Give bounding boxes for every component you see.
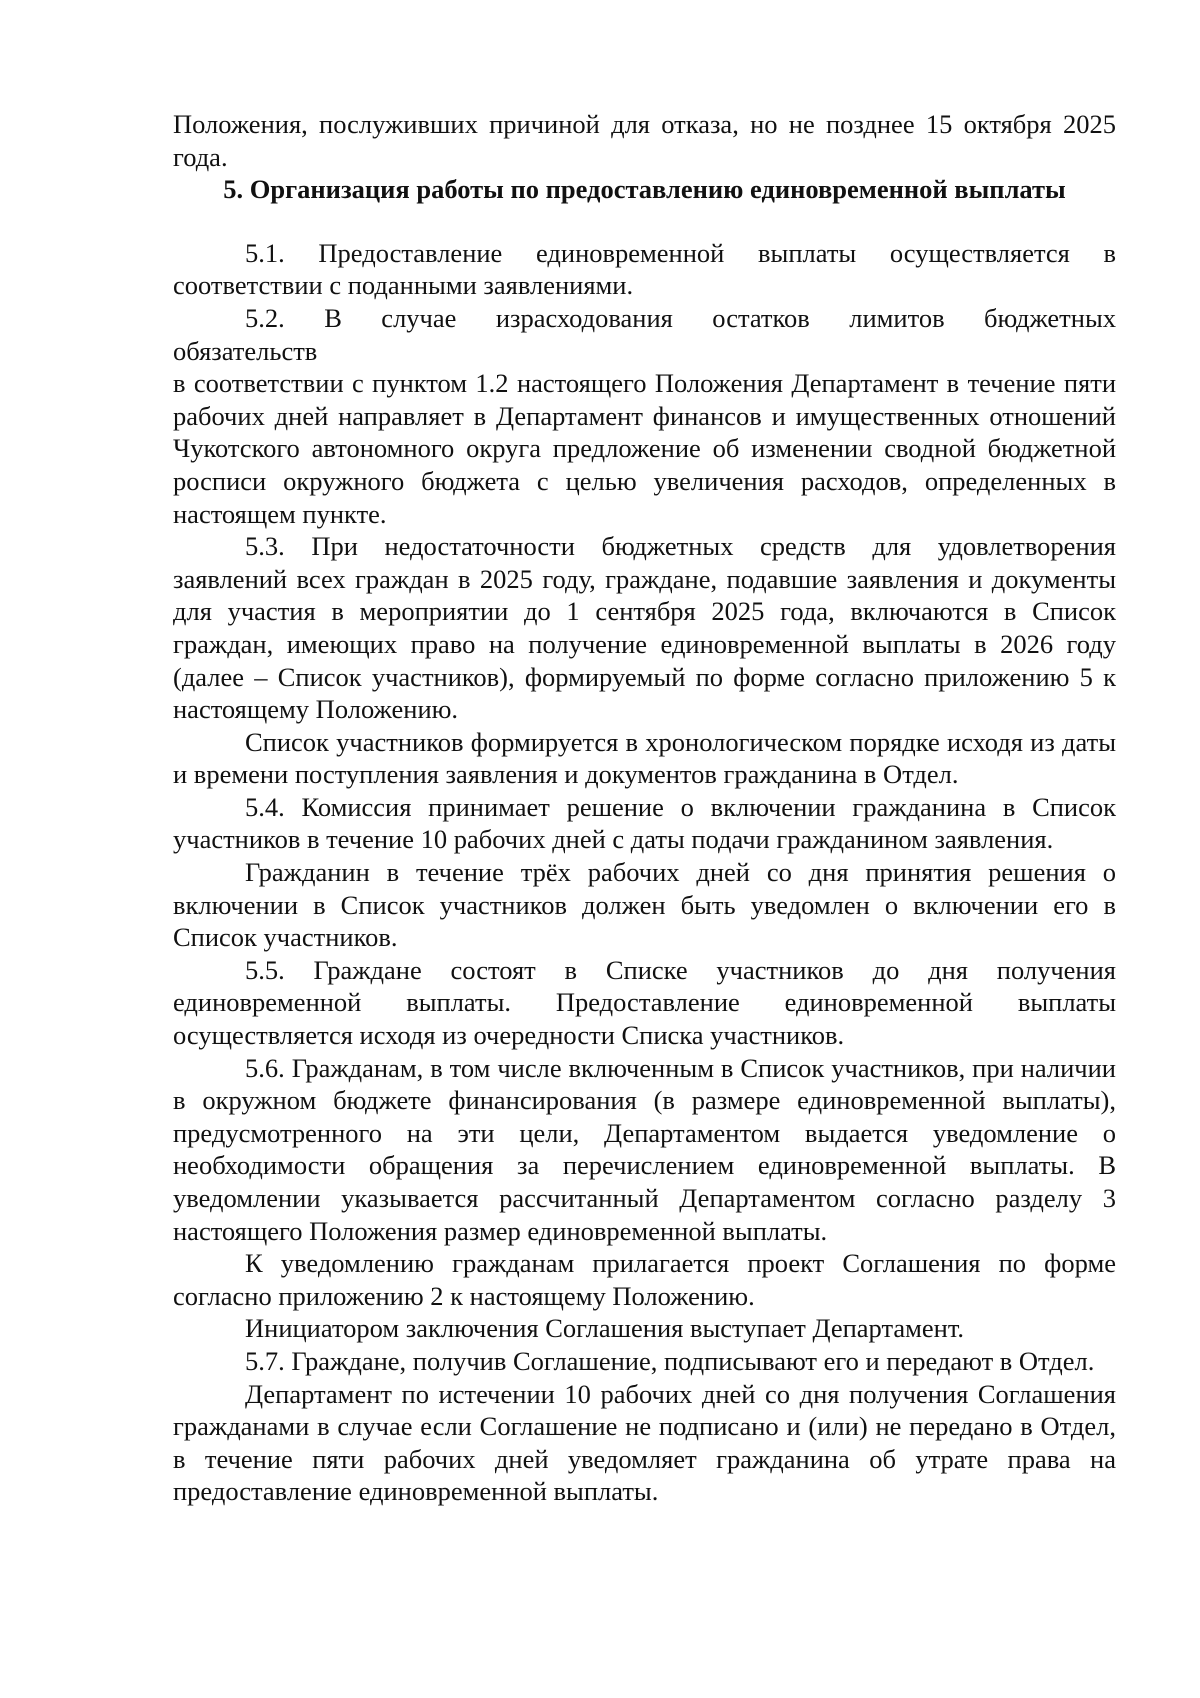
paragraph-5-7-expiry: Департамент по истечении 10 рабочих дней со дня получения Соглашения гражданами в случае если Соглашение не подписано и (или) не передано в Отдел, в течение пяти рабочих дней уведомляет гражданина об утрате права на предоставление единовременной выплаты. bbox=[173, 1378, 1116, 1507]
paragraph-5-7: 5.7. Граждане, получив Соглашение, подписывают его и передают в Отдел. bbox=[245, 1345, 1095, 1376]
paragraph-5-2-rest: в соответствии с пунктом 1.2 настоящего Положения Департамент в течение пяти рабочих дней направляет в Департамент финансов и имущественных отношений Чукотского автономного округа предложение об изменении сводной бюджетной росписи окружного бюджета с целью увеличения расходов, определенных в настоящем пункте. bbox=[173, 368, 1116, 529]
continuation-paragraph: Положения, послуживших причиной для отказа, но не позднее 15 октября 2025 года. bbox=[173, 109, 1116, 172]
paragraph-5-2-line1: 5.2. В случае израсходования остатков лимитов бюджетных bbox=[245, 302, 1116, 333]
paragraph-5-6: 5.6. Гражданам, в том числе включенным в Список участников, при наличии в окружном бюджете финансирования (в размере единовременной выплаты), предусмотренного на эти цели, Департаментом выдается уведомление о необходимости обращения за перечислением единовременной выплаты. В уведомлении указывается рассчитанный Департаментом согласно разделу 3 настоящего Положения размер единовременной выплаты. bbox=[173, 1052, 1116, 1246]
section-heading: 5. Организация работы по предоставлению единовременной выплаты bbox=[223, 174, 1066, 205]
paragraph-5-4-notice: Гражданин в течение трёх рабочих дней со дня принятия решения о включении в Список участников должен быть уведомлен о включении его в Список участников. bbox=[173, 857, 1116, 953]
paragraph-5-1: 5.1. Предоставление единовременной выплаты осуществляется в соответствии с поданными заявлениями. bbox=[173, 237, 1116, 301]
paragraph-5-5: 5.5. Граждане состоят в Списке участников до дня получения единовременной выплаты. Предоставление единовременной выплаты осуществляется исходя из очередности Списка участников. bbox=[173, 954, 1116, 1051]
paragraph-5-3: 5.3. При недостаточности бюджетных средств для удовлетворения заявлений всех граждан в 2025 году, граждане, подавшие заявления и документы для участия в мероприятии до 1 сентября 2025 года, включаются в Список граждан, имеющих право на получение единовременной выплаты в 2026 году (далее – Список участников), формируемый по форме согласно приложению 5 к настоящему Положению. bbox=[173, 531, 1116, 725]
paragraph-5-2-line2: обязательств bbox=[173, 335, 318, 366]
paragraph-5-4: 5.4. Комиссия принимает решение о включении гражданина в Список участников в течение 10 рабочих дней с даты подачи гражданином заявления. bbox=[173, 791, 1116, 855]
paragraph-5-6-attach: К уведомлению гражданам прилагается проект Соглашения по форме согласно приложению 2 к настоящему Положению. bbox=[173, 1248, 1116, 1311]
document-page bbox=[173, 108, 1116, 1508]
paragraph-5-6-initiator: Инициатором заключения Соглашения выступает Департамент. bbox=[245, 1313, 965, 1344]
paragraph-5-3-list: Список участников формируется в хронологическом порядке исходя из даты и времени поступления заявления и документов гражданина в Отдел. bbox=[173, 726, 1116, 790]
